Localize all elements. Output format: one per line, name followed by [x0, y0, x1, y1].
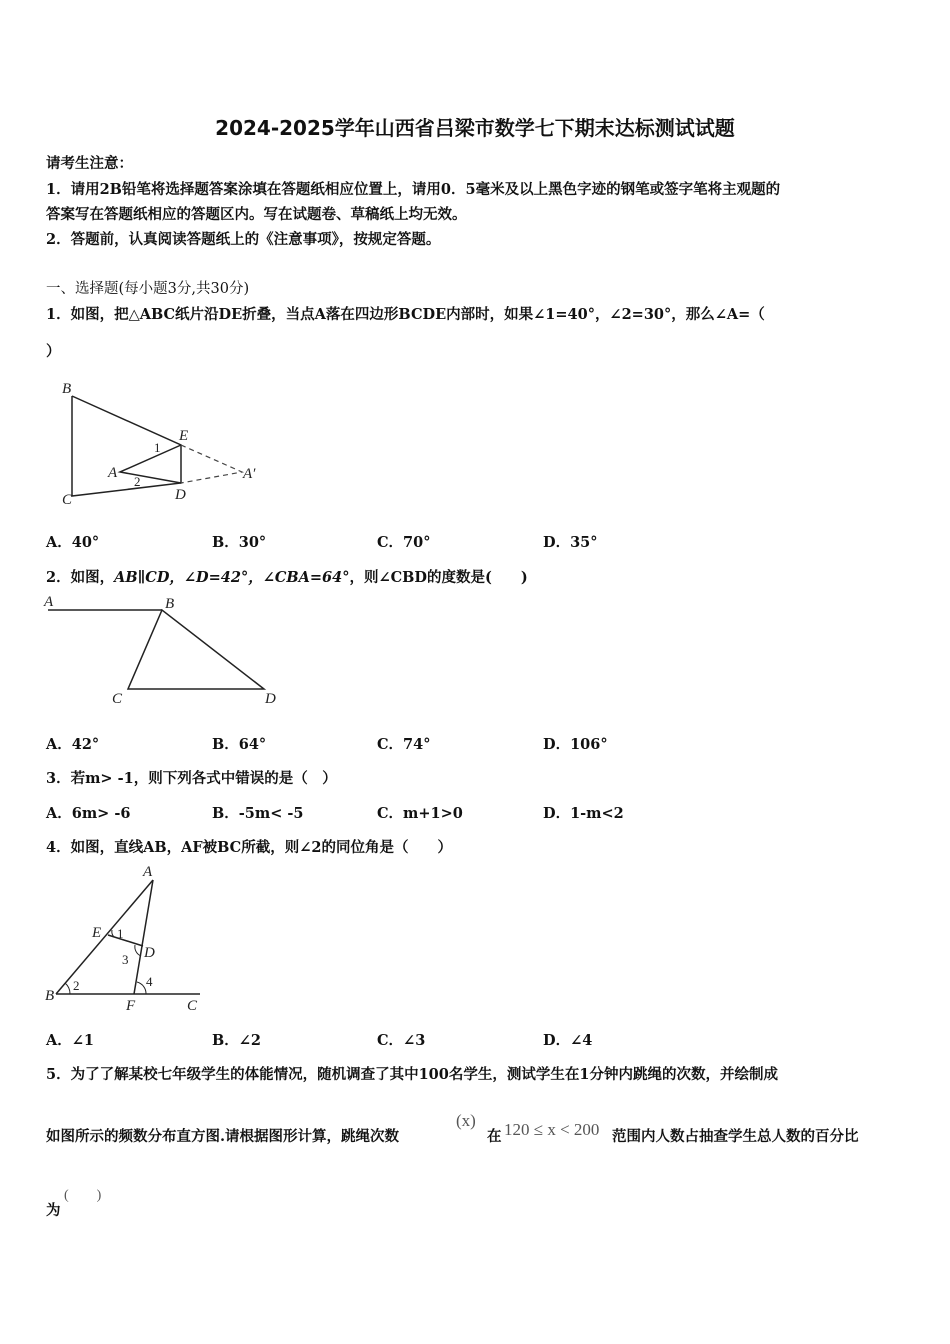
- q1-stem-line2: ）: [46, 343, 61, 360]
- q1-stem-line1: 1．如图，把△ABC纸片沿DE折叠，当点A落在四边形BCDE内部时，如果∠1=40°，∠2=30°，那么∠A=（: [46, 306, 765, 323]
- q1-figure: [46, 372, 276, 512]
- q4-label-a: A: [143, 864, 153, 880]
- q1-label-e: E: [179, 428, 189, 444]
- q4-figure: [42, 862, 212, 1020]
- q4-label-b: B: [45, 988, 55, 1004]
- q4-option-c[interactable]: C．∠3: [377, 1032, 426, 1049]
- notice-item-2: 2．答题前，认真阅读答题纸上的《注意事项》，按规定答题。: [46, 231, 441, 248]
- q5-stem-line2-start: 如图所示的频数分布直方图.请根据图形计算，跳绳次数: [46, 1128, 400, 1145]
- q4-stem: 4．如图，直线AB，AF被BC所截，则∠2的同位角是（ ）: [46, 839, 452, 856]
- q1-option-d[interactable]: D．35°: [543, 534, 598, 551]
- q3-option-b[interactable]: B．-5m< -5: [212, 805, 304, 822]
- q1-label-c: C: [62, 492, 73, 508]
- q1-option-b[interactable]: B．30°: [212, 534, 267, 551]
- q2-stem-prefix: 2．如图，: [46, 569, 115, 586]
- q2-stem-condition: AB∥CD，∠D=42°，∠CBA=64°: [114, 569, 350, 586]
- q2-stem: [46, 566, 528, 587]
- q4-label-angle2: 2: [73, 978, 80, 993]
- q2-option-a[interactable]: A．42°: [46, 736, 100, 753]
- q1-label-a-prime: A′: [243, 466, 256, 482]
- q2-stem-suffix: ，则∠CBD的度数是( ): [349, 569, 528, 586]
- q5-stem-line2-mid: 在: [487, 1128, 502, 1145]
- q2-option-c[interactable]: C．74°: [377, 736, 431, 753]
- q4-label-angle1: 1: [117, 926, 124, 941]
- q3-option-a[interactable]: A．6m> -6: [46, 805, 131, 822]
- q1-folded-lines: [120, 445, 181, 483]
- q1-option-a[interactable]: A．40°: [46, 534, 100, 551]
- q4-angle-2-arc: [65, 983, 70, 994]
- q4-option-a[interactable]: A．∠1: [46, 1032, 94, 1049]
- q4-label-angle3: 3: [122, 952, 129, 967]
- q3-option-d[interactable]: D．1-m<2: [543, 805, 624, 822]
- q2-option-b[interactable]: B．64°: [212, 736, 267, 753]
- q2-option-d[interactable]: D．106°: [543, 736, 608, 753]
- q1-label-angle1: 1: [154, 440, 161, 455]
- q5-answer-paren: ( ): [64, 1188, 102, 1203]
- q2-label-c: C: [112, 691, 123, 707]
- q2-label-a: A: [44, 594, 54, 610]
- q5-math-x: (x): [456, 1111, 476, 1130]
- q1-label-d: D: [175, 487, 186, 503]
- q5-stem-line3: 为: [46, 1202, 61, 1219]
- q4-label-f: F: [126, 998, 136, 1014]
- q4-option-d[interactable]: D．∠4: [543, 1032, 593, 1049]
- q4-label-e: E: [92, 925, 102, 941]
- q1-label-angle2: 2: [134, 474, 141, 489]
- q3-stem: 3．若m> -1，则下列各式中错误的是（ ）: [46, 770, 337, 787]
- page-title: 2024-2025学年山西省吕梁市数学七下期末达标测试试题: [215, 116, 735, 140]
- q4-label-angle4: 4: [146, 974, 153, 989]
- q5-math-range: 120 ≤ x < 200: [504, 1120, 600, 1139]
- q1-triangle-outline: [72, 396, 181, 496]
- notice-item-1-line2: 答案写在答题纸相应的答题区内。写在试题卷、草稿纸上均无效。: [46, 206, 467, 223]
- q1-label-a: A: [108, 465, 118, 481]
- section-heading: 一、选择题(每小题3分,共30分): [46, 281, 250, 297]
- q4-label-d: D: [144, 945, 155, 961]
- q2-label-b: B: [165, 596, 175, 612]
- q4-label-c: C: [187, 998, 198, 1014]
- q4-line-ab: [56, 880, 153, 994]
- q1-label-b: B: [62, 381, 72, 397]
- q3-option-c[interactable]: C．m+1>0: [377, 805, 463, 822]
- q4-option-b[interactable]: B．∠2: [212, 1032, 261, 1049]
- notice-item-1-line1: 1．请用2B铅笔将选择题答案涂填在答题纸相应位置上，请用0．5毫米及以上黑色字迹的钢笔或签字笔将主观题的: [46, 181, 781, 198]
- q1-dashed-lines: [181, 445, 242, 483]
- q2-figure: [40, 592, 290, 710]
- q5-stem-line1: 5．为了了解某校七年级学生的体能情况，随机调查了其中100名学生，测试学生在1分钟内跳绳的次数，并绘制成: [46, 1066, 778, 1083]
- q5-stem-line2-end: 范围内人数占抽查学生总人数的百分比: [612, 1128, 859, 1145]
- notice-heading: 请考生注意：: [46, 155, 133, 172]
- q2-label-d: D: [265, 691, 276, 707]
- q1-option-c[interactable]: C．70°: [377, 534, 431, 551]
- q2-triangle-bcd: [128, 610, 264, 689]
- q4-angle-4-arc: [137, 982, 146, 994]
